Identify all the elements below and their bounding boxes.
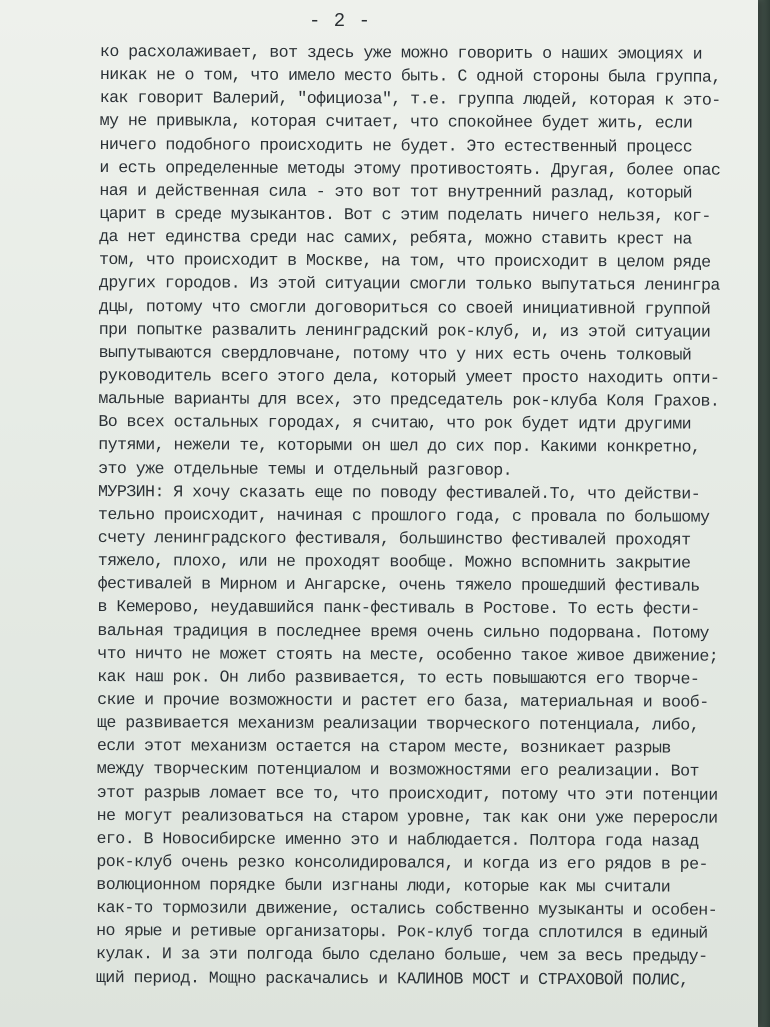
- text-line: никак не о том, что имело место быть. С одной стороны была группа,: [99, 65, 721, 87]
- text-line: вальная традиция в последнее время очень сильно подорвана. Потому: [97, 620, 709, 643]
- text-line: фестивалей в Мирном и Ангарске, очень тяжело прошедший фестиваль: [97, 574, 700, 596]
- text-line: кулак. И за эти полгода было сделано больше, чем за весь предыду-: [95, 944, 708, 967]
- text-line: Во всех остальных городах, я считаю, что рок будет идти другими: [98, 412, 692, 434]
- text-line: счету ленинградского фестиваля, большинство фестивалей проходят: [97, 527, 691, 550]
- text-line: МУРЗИН: Я хочу сказать еще по поводу фестивалей.То, что действи-: [97, 481, 701, 504]
- page-number: - 2 -: [308, 10, 371, 32]
- background-edge: [758, 0, 770, 1027]
- text-line: это уже отдельные темы и отдельный разговор.: [98, 458, 513, 480]
- text-line: как-то тормозили движение, остались собственно музыканты и особен-: [96, 898, 718, 920]
- text-line: между творческим потенциалом и возможностями его реализации. Вот: [96, 759, 699, 781]
- text-line: ничего подобного происходить не будет. Это естественный процесс: [99, 134, 693, 157]
- text-line: его. В Новосибирске именно это и наблюдается. Полтора года назад: [96, 828, 699, 851]
- text-line: му не привыкла, которая считает, что спокойнее будет жить, если: [99, 111, 693, 134]
- text-line: и есть определенные методы этому противостоять. Другая, более опас: [99, 157, 721, 180]
- text-line: в Кемерово, неудавшийся панк-фестиваль в Ростове. То есть фести-: [97, 597, 700, 619]
- text-line: этот разрыв ломает все то, что происходит, потому что эти потенции: [96, 782, 718, 805]
- text-line: ко расхолаживает, вот здесь уже можно говорить о наших эмоциях и: [99, 41, 703, 64]
- text-line: тельно происходит, начиная с прошлого года, с провала по большому: [97, 504, 710, 527]
- text-line: при попытке развалить ленинградский рок-клуб, и, из этой ситуации: [98, 319, 711, 342]
- text-line: ские и прочие возможности и растет его база, материальная и вооб-: [97, 689, 709, 712]
- text-line: тяжело, плохо, или не проходят вообще. Можно вспомнить закрытие: [97, 551, 691, 573]
- text-line: рок-клуб очень резко консолидировался, и когда из его рядов в ре-: [96, 851, 708, 874]
- text-line: царит в среде музыкантов. Вот с этим поделать ничего нельзя, ког-: [99, 203, 711, 226]
- text-line: руководитель всего этого дела, который умеет просто находить опти-: [98, 365, 720, 388]
- text-line: как говорит Валерий, "официоза", т.е. группа людей, которая к это-: [99, 88, 721, 110]
- text-line: если этот механизм остается на старом месте, возникает разрыв: [96, 736, 671, 758]
- text-line: путями, нежели те, которыми он шел до сих пор. Какими конкретно,: [98, 435, 701, 458]
- text-line: не могут реализоваться на старом уровне, так как они уже переросли: [96, 805, 718, 828]
- text-line: щий период. Мощно раскачались и КАЛИНОВ МОСТ и СТРАХОВОЙ ПОЛИС,: [95, 967, 689, 990]
- text-line: мальные варианты для всех, это председатель рок-клуба Коля Грахов.: [98, 389, 720, 411]
- text-line: как наш рок. Он либо развивается, то есть повышаются его творче-: [97, 666, 700, 689]
- text-line: что ничто не может стоять на месте, особенно такое живое движение;: [97, 643, 719, 666]
- document-body: [96, 40, 750, 992]
- text-line: том, что происходит в Москве, на том, что происходит в целом ряде: [98, 250, 711, 272]
- text-line: выпутываются свердловчане, потому что у них есть очень толковый: [98, 342, 692, 365]
- text-line: волюционном порядке были изгнаны люди, которые как мы считали: [96, 875, 671, 897]
- text-line: ная и действенная сила - это вот тот внутренний разлад, который: [99, 180, 693, 203]
- text-line: да нет единства среди нас самих, ребята, можно ставить крест на: [99, 227, 692, 249]
- text-line: дцы, потому что смогли договориться со своей инициативной группой: [98, 296, 711, 319]
- text-line: других городов. Из этой ситуации смогли только выпутаться ленингра: [98, 273, 720, 296]
- text-line: ще развивается механизм реализации творческого потенциала, либо,: [96, 713, 700, 735]
- text-line: но ярые и ретивые организаторы. Рок-клуб тогда сплотился в единый: [96, 921, 708, 944]
